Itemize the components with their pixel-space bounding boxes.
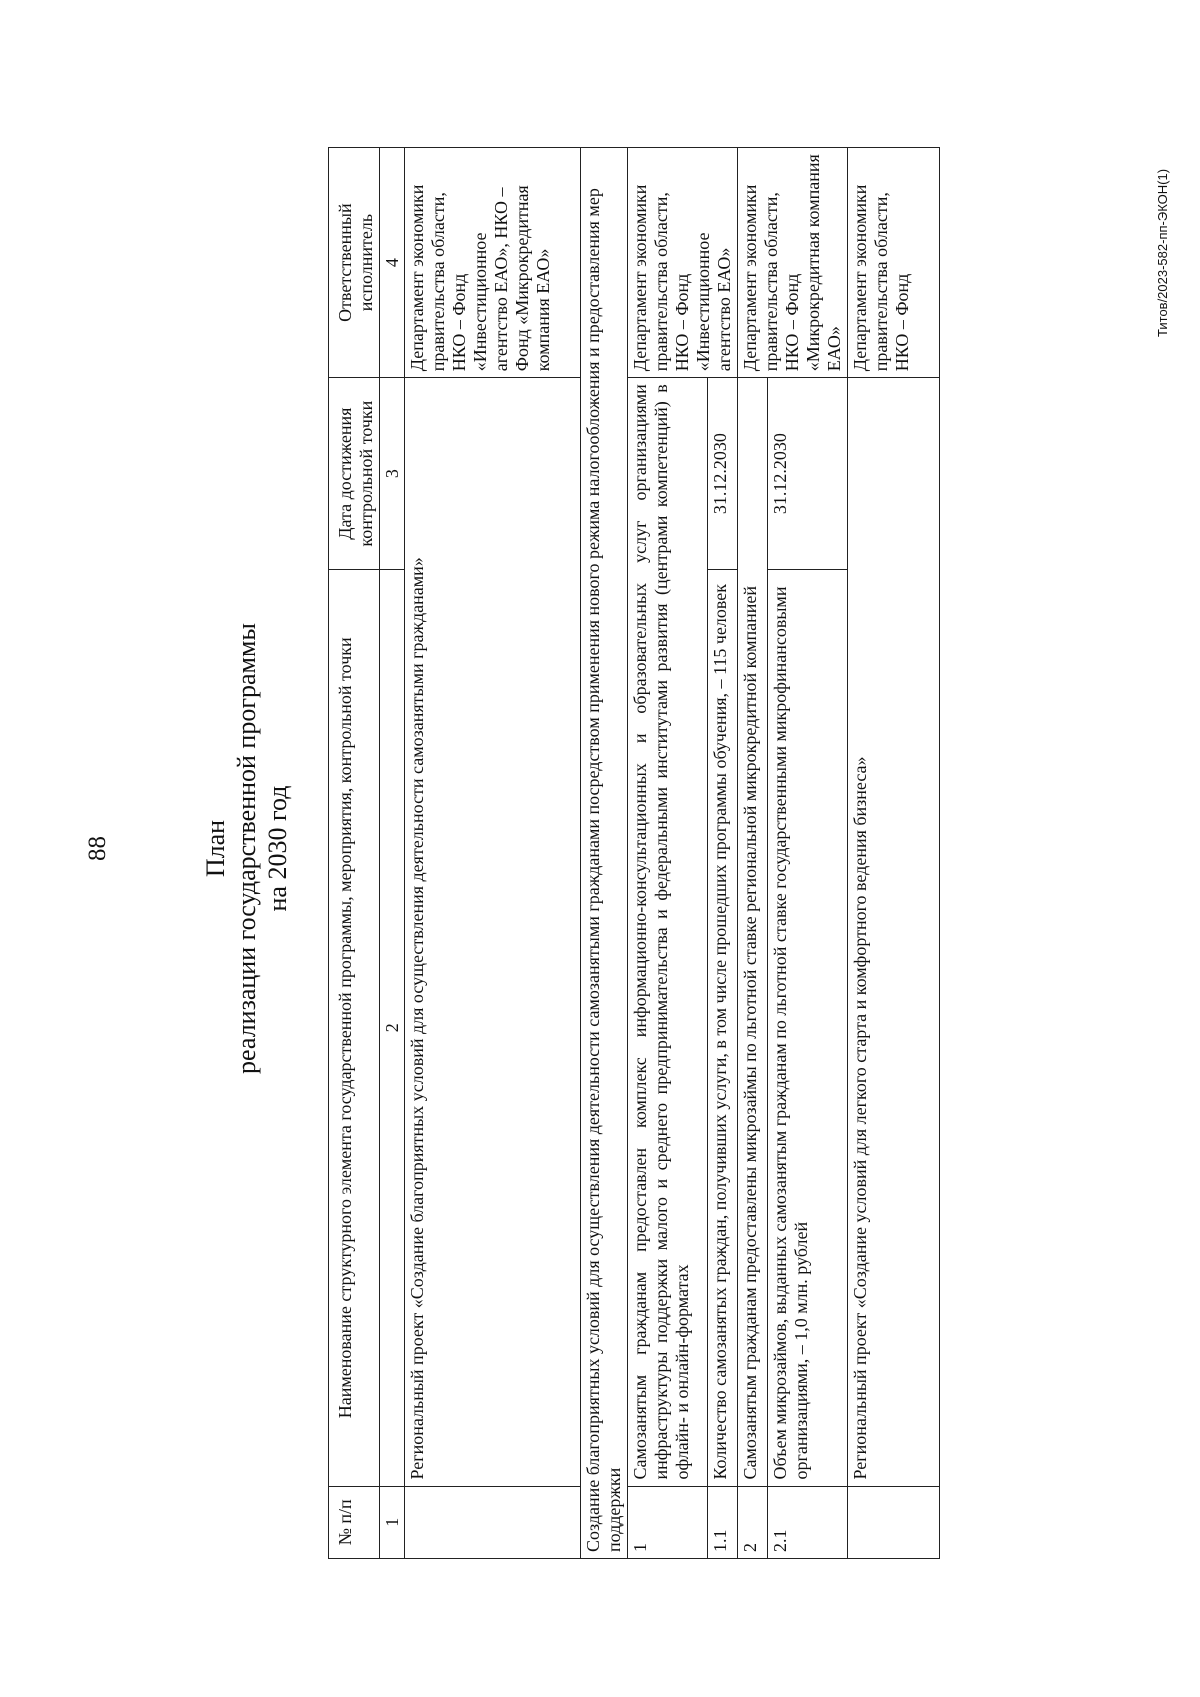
row-date: 31.12.2030 xyxy=(707,378,737,570)
project-2-name: Региональный проект «Создание условий для легкого старта и комфортного ведения бизнеса» xyxy=(848,378,940,1486)
header-executor: Ответственный исполнитель xyxy=(329,148,380,378)
title-line-3: на 2030 год xyxy=(263,785,292,912)
table-row-project-1 xyxy=(405,148,581,1559)
header-num: № п/п xyxy=(329,1486,380,1558)
row-name: Количество самозанятых граждан, получивших услуги, в том числе прошедших программы обучения, – 115 человек xyxy=(707,570,737,1487)
table-row-task-1 xyxy=(581,148,628,1559)
project-2-executor: Департамент экономики правительства области, НКО – Фонд xyxy=(848,148,940,378)
row-date: 31.12.2030 xyxy=(768,378,848,570)
table-header-row xyxy=(329,148,380,1559)
title-line-2: реализации государственной программы xyxy=(232,623,261,1074)
project-1-num xyxy=(405,1486,581,1558)
row-name: Самозанятым гражданам предоставлены микрозаймы по льготной ставке региональной микрокредитной компанией xyxy=(738,378,768,1486)
column-number: 4 xyxy=(380,148,405,378)
page-number: 88 xyxy=(84,836,111,861)
row-num: 2.1 xyxy=(768,1486,848,1558)
title-line-1: План xyxy=(201,819,230,878)
project-1-executor: Департамент экономики правительства области, НКО – Фонд «Инвестиционное агентство ЕАО», НКО – Фонд «Микрокредитная компания ЕАО» xyxy=(405,148,581,378)
table-row xyxy=(628,148,708,1559)
column-number: 1 xyxy=(380,1486,405,1558)
table-row-project-2 xyxy=(848,148,940,1559)
column-number: 2 xyxy=(380,570,405,1487)
row-executor: Департамент экономики правительства области, НКО – Фонд «Микрокредитная компания ЕАО» xyxy=(738,148,848,378)
row-num: 1.1 xyxy=(707,1486,737,1558)
document-code: Титов/2023-582-пп-ЭКОН(1) xyxy=(1155,168,1170,337)
plan-table xyxy=(328,147,940,1559)
row-executor: Департамент экономики правительства области, НКО – Фонд «Инвестиционное агентство ЕАО» xyxy=(628,148,738,378)
table-row xyxy=(738,148,768,1559)
project-2-num xyxy=(848,1486,940,1558)
header-name: Наименование структурного элемента государственной программы, мероприятия, контрольной точки xyxy=(329,570,380,1487)
header-date: Дата достижения контрольной точки xyxy=(329,378,380,570)
row-num: 1 xyxy=(628,1486,708,1558)
task-1-name: Создание благоприятных условий для осуществления деятельности самозанятыми гражданами посредством применения нового режима налогообложения и предоставления мер поддержки xyxy=(581,148,628,1559)
row-num: 2 xyxy=(738,1486,768,1558)
column-number-row xyxy=(380,148,405,1559)
document-title xyxy=(200,0,293,1697)
row-name: Объем микрозаймов, выданных самозанятым гражданам по льготной ставке государственными микрофинансовыми организациями, – 1,0 млн. рублей xyxy=(768,570,848,1487)
column-number: 3 xyxy=(380,378,405,570)
row-name: Самозанятым гражданам предоставлен комплекс информационно-консультационных и образовательных услуг организациями инфраструктуры поддержки малого и среднего предпринимательства и федеральными институтами развития (центрами компетенций) в офлайн- и онлайн-форматах xyxy=(628,378,708,1486)
project-1-name: Региональный проект «Создание благоприятных условий для осуществления деятельности самозанятыми гражданами» xyxy=(405,378,581,1486)
